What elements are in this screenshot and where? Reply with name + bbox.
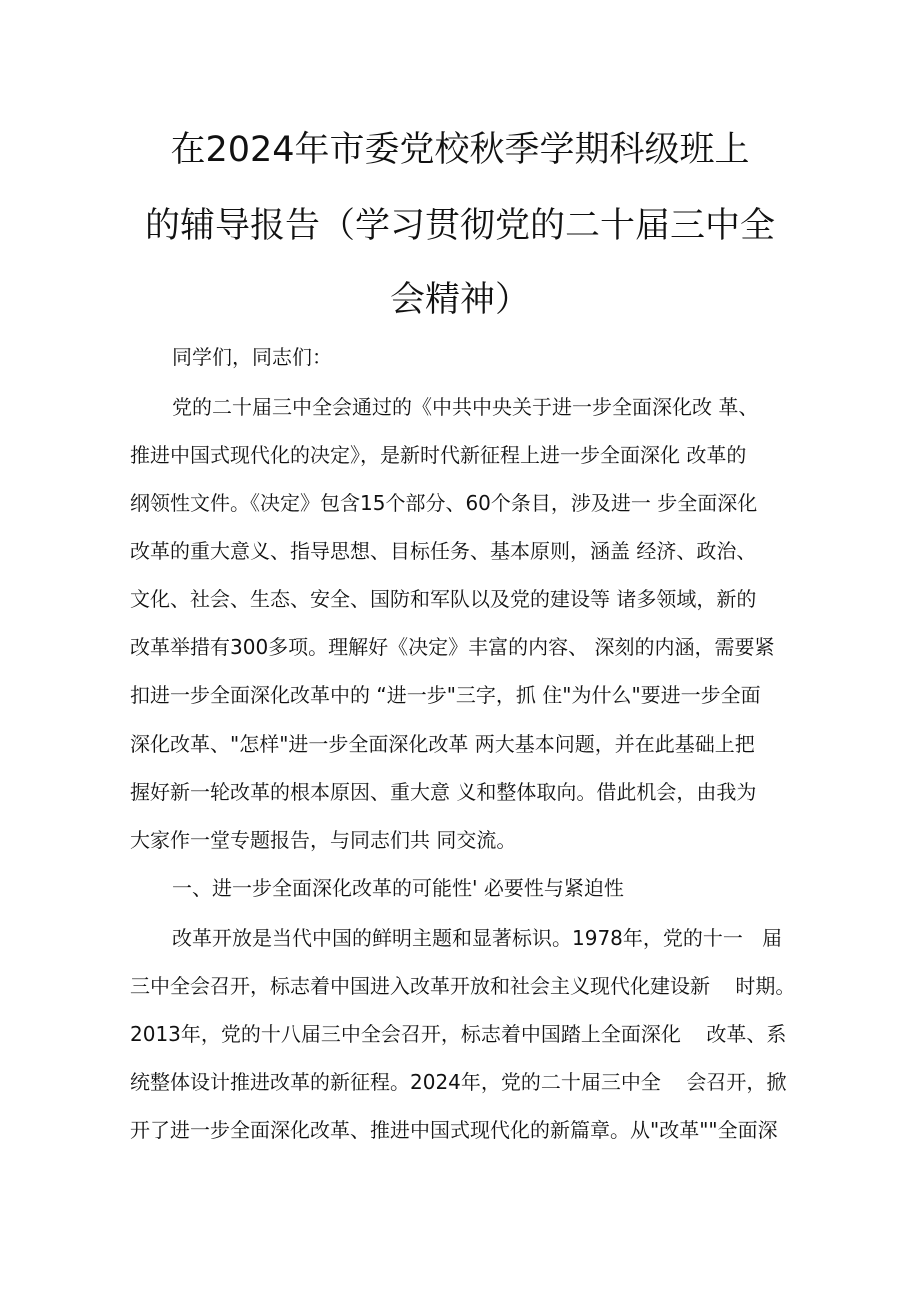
paragraph-2-line-2: 三中全会召开，标志着中国进入改革开放和社会主义现代化建设新 时期。 <box>130 974 796 998</box>
document-title-line-1: 在2024年市委党校秋季学期科级班上 <box>170 130 750 170</box>
paragraph-2-line-5: 开了进一步全面深化改革、推进中国式现代化的新篇章。从"改革""全面深 <box>130 1118 778 1142</box>
paragraph-1-line-4: 改革的重大意义、指导思想、目标任务、基本原则，涵盖 经济、政治、 <box>130 539 757 563</box>
paragraph-1-line-1: 党的二十届三中全会通过的《中共中央关于进一步全面深化改 革、 <box>172 395 759 419</box>
paragraph-1-line-7: 扣进一步全面深化改革中的 “进一步"三字，抓 住"为什么"要进一步全面 <box>130 683 761 707</box>
document-title-line-2: 的辅导报告（学习贯彻党的二十届三中全 <box>144 206 775 246</box>
paragraph-1-line-6: 改革举措有300多项。理解好《决定》丰富的内容、 深刻的内涵，需要紧 <box>130 635 775 659</box>
paragraph-1-line-8: 深化改革、"怎样"进一步全面深化改革 两大基本问题，并在此基础上把 <box>130 732 755 756</box>
document-title-line-3: 会精神） <box>389 280 530 320</box>
paragraph-1-line-9: 握好新一轮改革的根本原因、重大意 义和整体取向。借此机会，由我为 <box>130 780 757 804</box>
section-heading-1: 一、进一步全面深化改革的可能性' 必要性与紧迫性 <box>172 876 624 900</box>
paragraph-1-line-10: 大家作一堂专题报告，与同志们共 同交流。 <box>130 828 517 852</box>
paragraph-2-line-4: 统整体设计推进改革的新征程。2024年，党的二十届三中全 会召开，掀 <box>130 1070 787 1094</box>
paragraph-1-line-3: 纲领性文件。《决定》包含15个部分、60个条目，涉及进一 步全面深化 <box>130 491 758 515</box>
salutation: 同学们，同志们： <box>172 345 332 369</box>
paragraph-2-line-1: 改革开放是当代中国的鲜明主题和显著标识。1978年，党的十一 届 <box>172 926 782 950</box>
paragraph-2-line-3: 2013年，党的十八届三中全会召开，标志着中国踏上全面深化 改革、系 <box>130 1022 787 1046</box>
paragraph-1-line-2: 推进中国式现代化的决定》，是新时代新征程上进一步全面深化 改革的 <box>130 443 747 467</box>
paragraph-1-line-5: 文化、社会、生态、安全、国防和军队以及党的建设等 诸多领域，新的 <box>130 587 757 611</box>
